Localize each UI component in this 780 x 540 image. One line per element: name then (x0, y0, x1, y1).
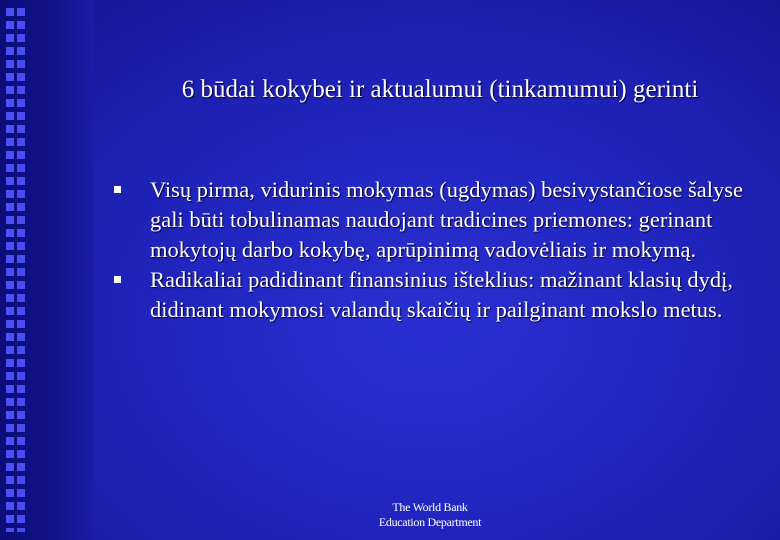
footer (330, 500, 530, 530)
footer-department: Education Department (378, 515, 482, 529)
bullet-text: Visų pirma, vidurinis mokymas (ugdymas) besivystančiose šalyse gali būti tobulinamas naudojant tradicines priemones: gerinant mokytojų darbo kokybę, aprūpinimą vadovėliais ir mokymą. (150, 177, 743, 262)
bullet-text: Radikaliai padidinant finansinius išteklius: mažinant klasių dydį, didinant mokymosi valandų skaičių ir pailginant mokslo metus. (150, 267, 734, 322)
bullet-item (110, 265, 775, 325)
decorative-squares-column (6, 8, 14, 532)
square-bullet-icon (114, 276, 121, 283)
bullet-list (110, 175, 775, 325)
decorative-squares-column (17, 8, 25, 532)
footer-organization: The World Bank (392, 500, 468, 514)
bullet-item (110, 175, 775, 265)
slide-title: 6 būdai kokybei ir aktualumui (tinkamumui) gerinti (181, 76, 699, 103)
square-bullet-icon (114, 186, 121, 193)
left-decorative-band (0, 0, 94, 540)
